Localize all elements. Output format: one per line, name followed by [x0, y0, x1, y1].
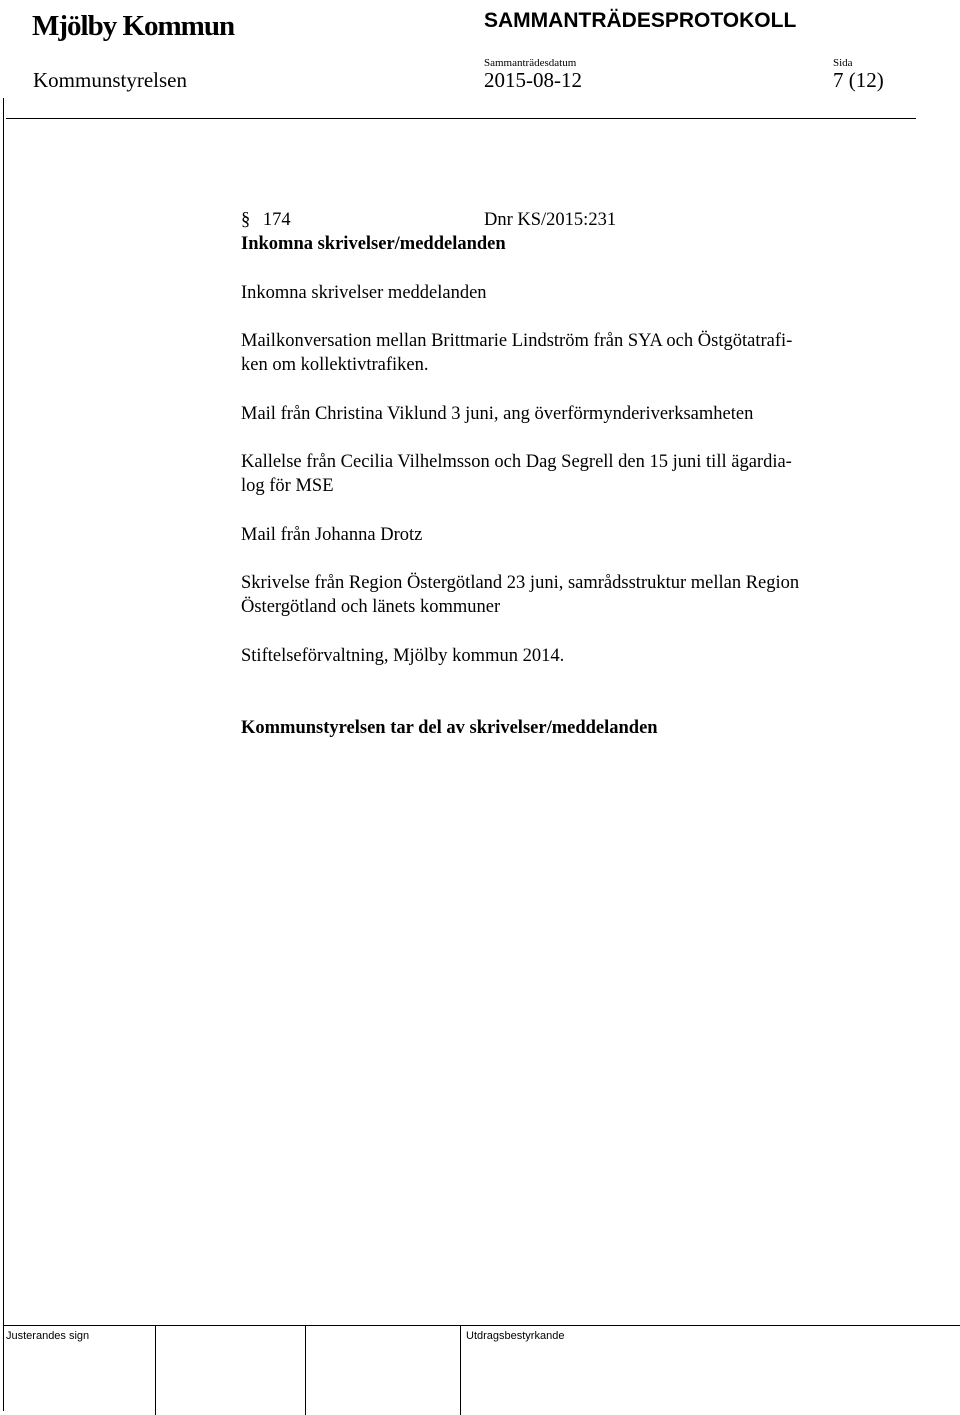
header-rule — [6, 118, 916, 119]
page-label: Sida — [833, 57, 853, 69]
paragraph-line: Mail från Christina Viklund 3 juni, ang överförmynderiverksamheten — [241, 404, 754, 424]
document-type: SAMMANTRÄDESPROTOKOLL — [484, 9, 797, 32]
dnr: Dnr KS/2015:231 — [484, 210, 617, 230]
paragraph-line: Stiftelseförvaltning, Mjölby kommun 2014. — [241, 646, 565, 666]
paragraph-7 — [241, 644, 564, 668]
footer-divider-3 — [460, 1325, 461, 1415]
meeting-date: 2015-08-12 — [484, 68, 582, 92]
utdragsbestyrkande-label: Utdragsbestyrkande — [466, 1330, 565, 1342]
paragraph-line: ken om kollektivtrafiken. — [241, 355, 429, 375]
left-margin-line — [3, 98, 4, 1411]
municipality-logo: Mjölby Kommun — [32, 10, 235, 42]
paragraph-line: log för MSE — [241, 476, 334, 496]
paragraph-mark: § — [241, 210, 251, 230]
page-number: 7 (12) — [833, 68, 884, 92]
paragraph-5 — [241, 523, 422, 547]
footer-divider-1 — [155, 1325, 156, 1415]
paragraph-2 — [241, 329, 792, 377]
paragraph-line: Kallelse från Cecilia Vilhelmsson och Dag Segrell den 15 juni till ägardia- — [241, 452, 792, 472]
footer-rule — [3, 1325, 960, 1326]
paragraph-1 — [241, 281, 487, 305]
date-label: Sammanträdesdatum — [484, 57, 577, 69]
paragraph-6 — [241, 571, 799, 619]
paragraph-line: Mailkonversation mellan Brittmarie Lindström från SYA och Östgötatrafi- — [241, 331, 793, 351]
paragraph-line: Inkomna skrivelser meddelanden — [241, 283, 487, 303]
paragraph-line: Skrivelse från Region Östergötland 23 juni, samrådsstruktur mellan Region — [241, 573, 800, 593]
decision-text: Kommunstyrelsen tar del av skrivelser/meddelanden — [241, 718, 658, 738]
paragraph-4 — [241, 450, 792, 498]
section-number-line — [241, 208, 291, 232]
section-number: 174 — [262, 210, 291, 230]
paragraph-line: Östergötland och länets kommuner — [241, 597, 501, 617]
footer-divider-2 — [305, 1325, 306, 1415]
committee-name: Kommunstyrelsen — [33, 68, 187, 92]
section-title: Inkomna skrivelser/meddelanden — [241, 234, 506, 254]
justerandes-sign-label: Justerandes sign — [6, 1330, 90, 1342]
paragraph-3 — [241, 402, 753, 426]
paragraph-line: Mail från Johanna Drotz — [241, 525, 423, 545]
